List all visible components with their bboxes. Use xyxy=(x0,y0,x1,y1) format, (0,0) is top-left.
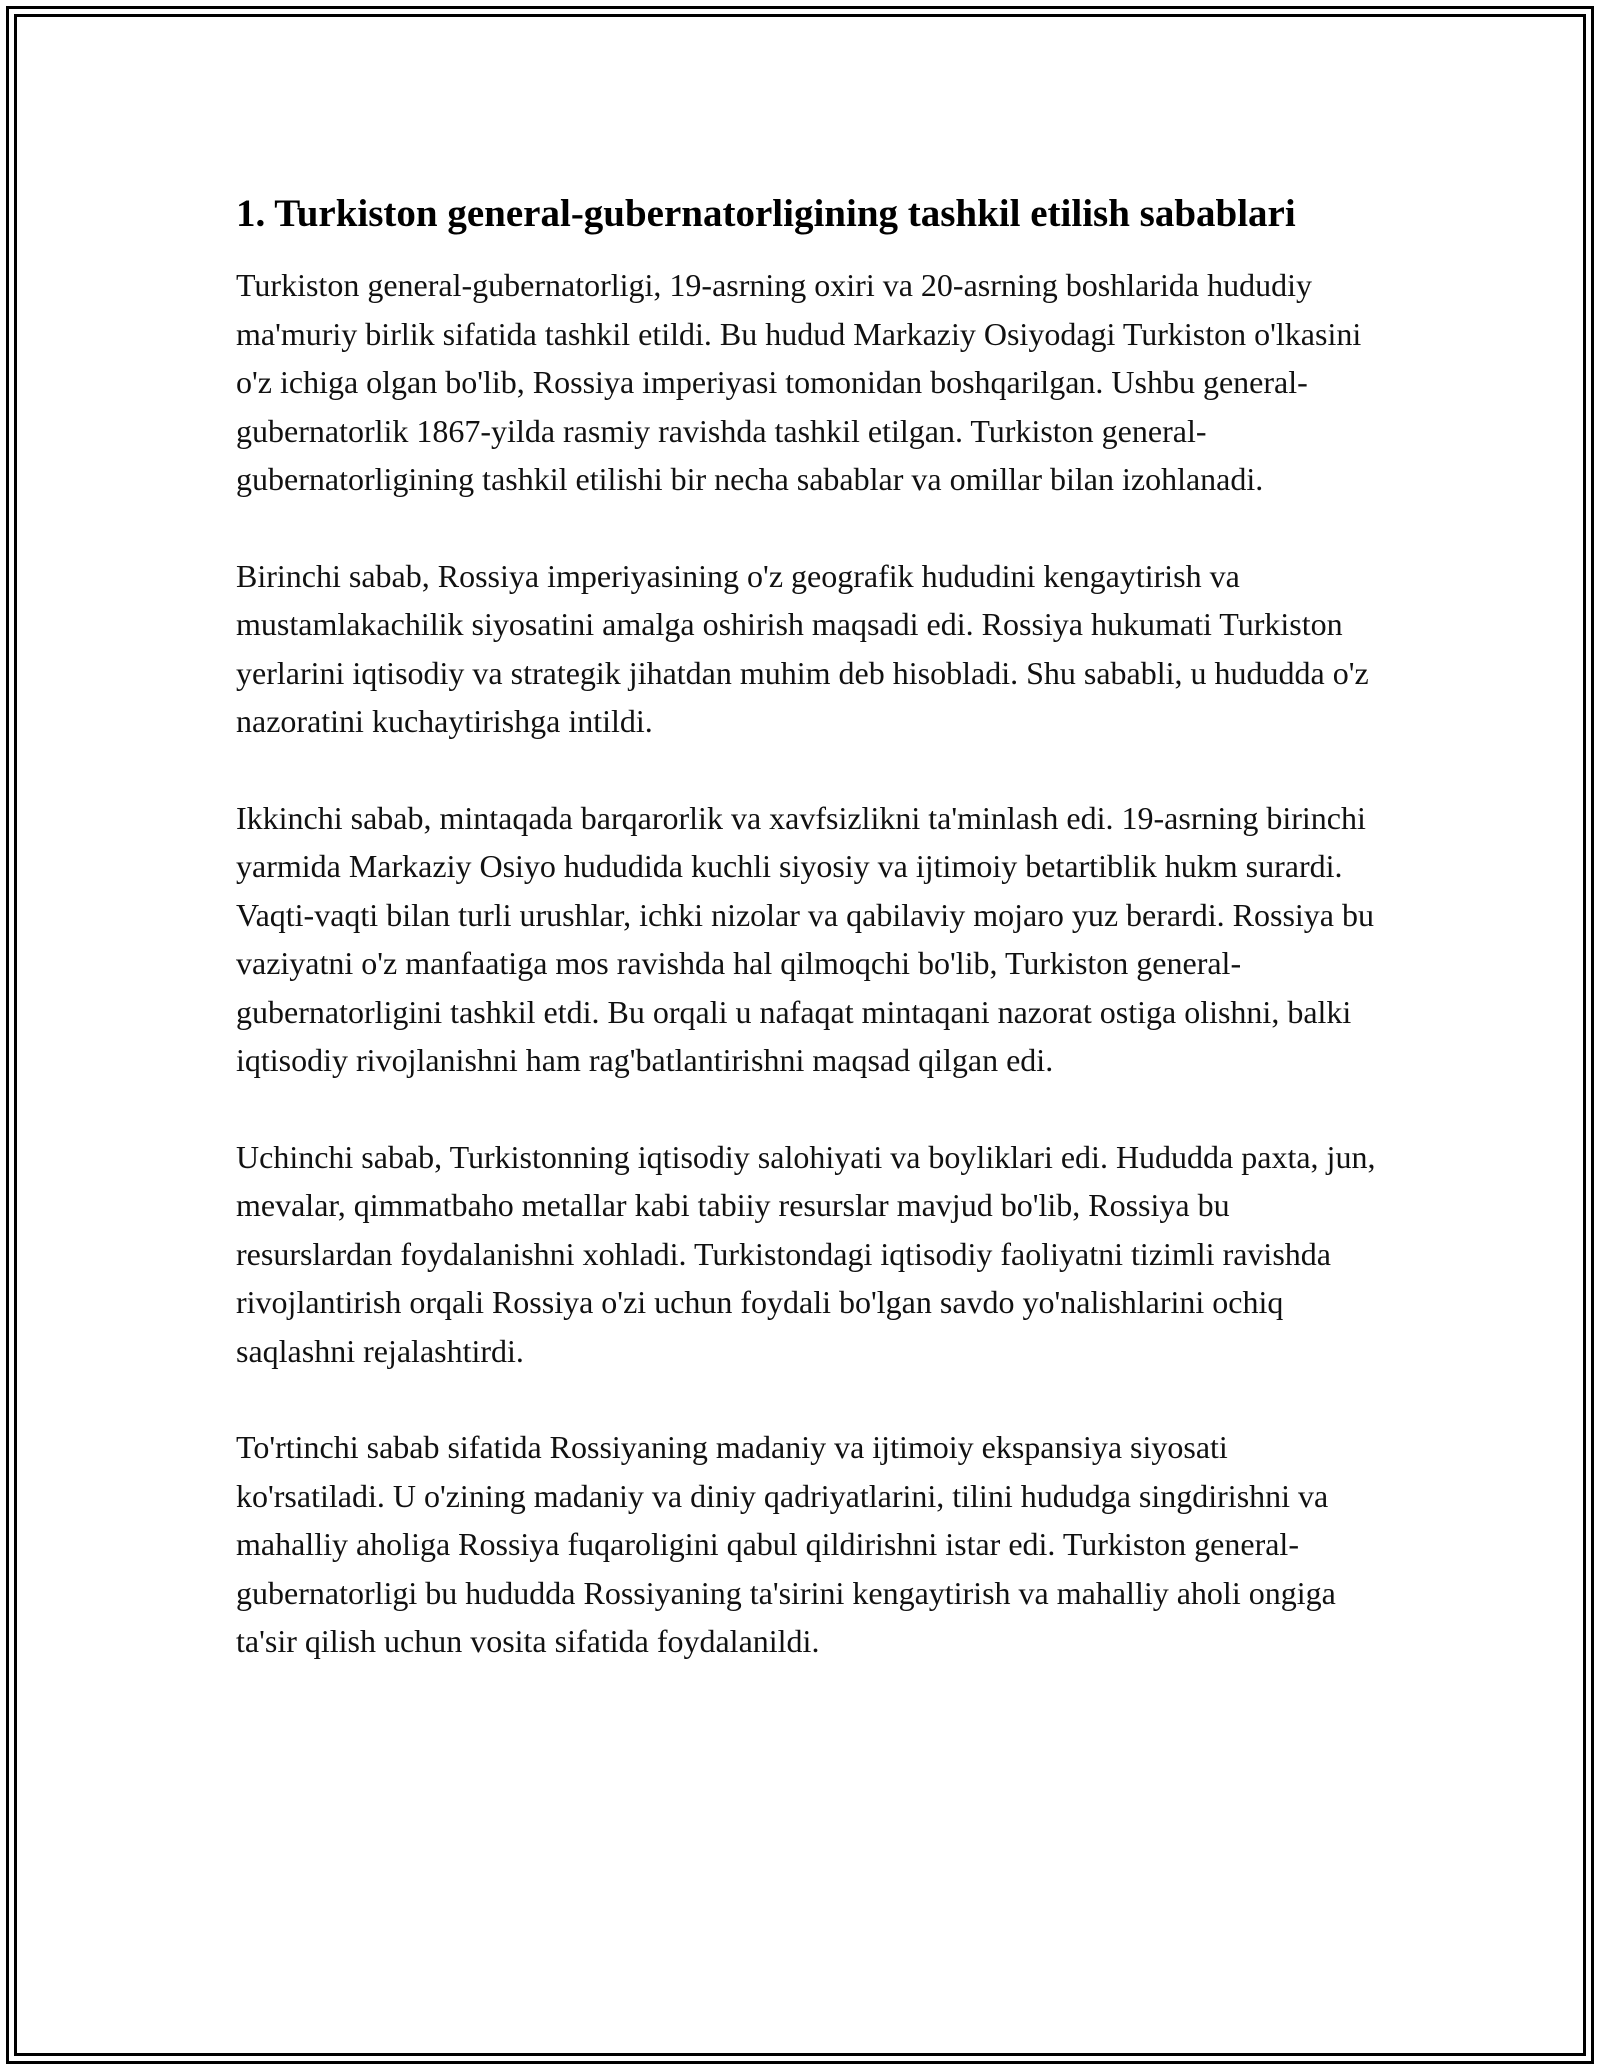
section-heading: 1. Turkiston general-gubernatorligining tashkil etilish sabablari xyxy=(236,192,1296,235)
paragraph-fourth-reason: To'rtinchi sabab sifatida Rossiyaning madaniy va ijtimoiy ekspansiya siyosati ko'rsatiladi. U o'zining madaniy va diniy qadriyatlarini, tilini hududga singdirishni va mahalliy aholiga Rossiya fuqaroligini qabul qildirishni istar edi. Turkiston general-gubernatorligi bu hududda Rossiyaning ta'sirini kengaytirish va mahalliy aholi ongiga ta'sir qilish uchun vosita sifatida foydalanildi. xyxy=(236,1429,1336,1659)
paragraph-second-reason: Ikkinchi sabab, mintaqada barqarorlik va xavfsizlikni ta'minlash edi. 19-asrning birinchi yarmida Markaziy Osiyo hududida kuchli siyosiy va ijtimoiy betartiblik hukm surardi. Vaqti-vaqti bilan turli urushlar, ichki nizolar va qabilaviy mojaro yuz berardi. Rossiya bu vaziyatni o'z manfaatiga mos ravishda hal qilmoqchi bo'lib, Turkiston general-gubernatorligini tashkil etdi. Bu orqali u nafaqat mintaqani nazorat ostiga olishni, balki iqtisodiy rivojlanishni ham rag'batlantirishni maqsad qilgan edi. xyxy=(236,799,1374,1078)
paragraph-third-reason: Uchinchi sabab, Turkistonning iqtisodiy salohiyati va boyliklari edi. Hududda paxta, jun, mevalar, qimmatbaho metallar kabi tabiiy resurslar mavjud bo'lib, Rossiya bu resurslardan foydalanishni xohladi. Turkistondagi iqtisodiy faoliyatni tizimli ravishda rivojlantirish orqali Rossiya o'zi uchun foydali bo'lgan savdo yo'nalishlarini ochiq saqlashni rejalashtirdi. xyxy=(236,1138,1376,1369)
paragraph-intro: Turkiston general-gubernatorligi, 19-asrning oxiri va 20-asrning boshlarida hududiy ma'muriy birlik sifatida tashkil etildi. Bu hudud Markaziy Osiyodagi Turkiston o'lkasini o'z ichiga olgan bo'lib, Rossiya imperiyasi tomonidan boshqarilgan. Ushbu general-gubernatorlik 1867-yilda rasmiy ravishda tashkil etilgan. Turkiston general-gubernatorligining tashkil etilishi bir necha sabablar va omillar bilan izohlanadi. xyxy=(236,267,1362,497)
document-body xyxy=(236,186,1376,1666)
paragraph-first-reason: Birinchi sabab, Rossiya imperiyasining o'z geografik hududini kengaytirish va mustamlakachilik siyosatini amalga oshirish maqsadi edi. Rossiya hukumati Turkiston yerlarini iqtisodiy va strategik jihatdan muhim deb hisobladi. Shu sababli, u hududda o'z nazoratini kuchaytirishga intildi. xyxy=(236,557,1369,739)
